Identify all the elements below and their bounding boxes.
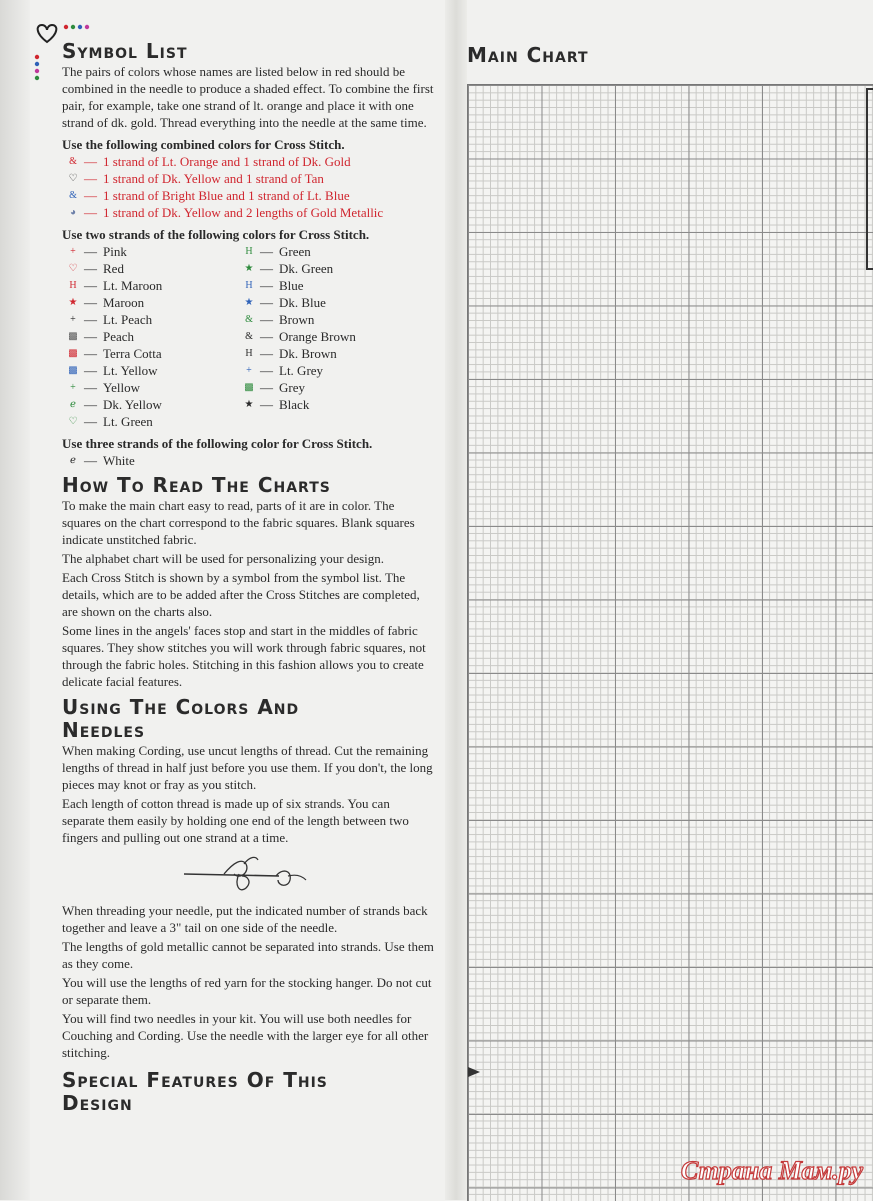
dash-separator: — bbox=[84, 312, 97, 327]
symbol-row bbox=[62, 328, 238, 345]
symbol-row bbox=[238, 345, 418, 362]
color-name: Blue bbox=[279, 278, 304, 293]
dash-separator: — bbox=[260, 380, 273, 395]
stitch-symbol-icon: ★ bbox=[244, 263, 254, 274]
instructions-column bbox=[62, 40, 434, 1115]
center-arrow-icon bbox=[468, 1067, 480, 1077]
symbol-row bbox=[62, 153, 434, 170]
dash-separator: — bbox=[260, 278, 273, 293]
dash-separator: — bbox=[260, 397, 273, 412]
chart-border-edge bbox=[866, 88, 873, 270]
symbol-row bbox=[238, 294, 418, 311]
dash-separator: — bbox=[260, 363, 273, 378]
color-name: Lt. Grey bbox=[279, 363, 324, 378]
color-name: 1 strand of Dk. Yellow and 1 strand of Tan bbox=[103, 171, 324, 186]
color-name: Yellow bbox=[103, 380, 140, 395]
body-paragraph: Each length of cotton thread is made up of six strands. You can separate them easily by holding one end of the length between two fingers and pulling out one strand at a time. bbox=[62, 796, 409, 845]
symbol-row bbox=[62, 294, 238, 311]
dash-separator: — bbox=[84, 278, 97, 293]
two-strands-columns bbox=[62, 243, 434, 430]
stitch-symbol-icon: ♡ bbox=[68, 263, 78, 274]
symbol-row bbox=[62, 170, 434, 187]
body-paragraph: When making Cording, use uncut lengths of thread. Cut the remaining lengths of thread in half just before you use them. If you don't, the long pieces may knot or fray as you stitch. bbox=[62, 743, 433, 792]
special-features-heading-line1: Special Features Of This bbox=[62, 1068, 328, 1092]
heart-icon bbox=[38, 25, 57, 42]
stitch-symbol-icon: ▩ bbox=[68, 331, 78, 342]
color-name: Lt. Peach bbox=[103, 312, 153, 327]
stitch-symbol-icon: H bbox=[69, 280, 77, 291]
stitch-symbol-icon: & bbox=[245, 314, 253, 325]
stitch-symbol-icon: ▩ bbox=[68, 365, 78, 376]
body-paragraph: When threading your needle, put the indicated number of strands back together and leave a 3" tail on one side of the needle. bbox=[62, 903, 428, 935]
stitch-symbol-icon: ★ bbox=[68, 297, 78, 308]
symbol-row bbox=[62, 345, 238, 362]
symbol-row bbox=[62, 243, 238, 260]
symbol-row bbox=[62, 379, 238, 396]
dash-separator: — bbox=[84, 295, 97, 310]
color-name: Grey bbox=[279, 380, 305, 395]
colors-needles-body-a bbox=[62, 742, 434, 846]
stitch-symbol-icon: H bbox=[245, 246, 253, 257]
color-name: White bbox=[103, 453, 135, 468]
symbol-row bbox=[238, 362, 418, 379]
dash-separator: — bbox=[260, 329, 273, 344]
color-name: Lt. Green bbox=[103, 414, 153, 429]
dash-separator: — bbox=[260, 346, 273, 361]
special-features-heading-line2: Design bbox=[62, 1091, 133, 1115]
symbol-list-intro: The pairs of colors whose names are listed below in red should be combined in the needle to produce a shaded effect. To combine the first pair, for example, take one strand of lt. orange and place it with one strand of dk. gold. Thread everything into the needle at the same time. bbox=[62, 64, 434, 130]
symbol-row bbox=[62, 311, 238, 328]
color-name: 1 strand of Bright Blue and 1 strand of Lt. Blue bbox=[103, 188, 350, 203]
stitch-symbol-icon: & bbox=[69, 156, 77, 167]
symbol-row bbox=[62, 204, 434, 221]
symbol-row bbox=[62, 452, 434, 469]
colors-needles-body-b bbox=[62, 902, 434, 1061]
dash-separator: — bbox=[260, 295, 273, 310]
color-name: Brown bbox=[279, 312, 315, 327]
dash-separator: — bbox=[260, 261, 273, 276]
color-name: Lt. Maroon bbox=[103, 278, 163, 293]
symbol-row bbox=[238, 311, 418, 328]
combined-colors-list bbox=[62, 153, 434, 221]
stitch-symbol-icon: + bbox=[70, 246, 76, 257]
read-charts-body bbox=[62, 497, 434, 690]
symbol-row bbox=[62, 396, 238, 413]
combined-colors-heading: Use the following combined colors for Cross Stitch. bbox=[62, 137, 345, 152]
symbol-row bbox=[238, 260, 418, 277]
dash-separator: — bbox=[84, 188, 97, 203]
stitch-symbol-icon: ♡ bbox=[68, 173, 78, 184]
symbol-row bbox=[238, 328, 418, 345]
stitch-symbol-icon: H bbox=[245, 280, 253, 291]
dash-separator: — bbox=[84, 154, 97, 169]
body-paragraph: The alphabet chart will be used for personalizing your design. bbox=[62, 551, 385, 566]
symbol-row bbox=[62, 277, 238, 294]
symbol-row bbox=[238, 243, 418, 260]
stitch-symbol-icon: ◕ bbox=[69, 207, 77, 218]
dash-separator: — bbox=[84, 329, 97, 344]
body-paragraph: You will use the lengths of red yarn for the stocking hanger. Do not cut or separate them. bbox=[62, 975, 432, 1007]
stitch-symbol-icon: ▩ bbox=[68, 348, 78, 359]
color-name: 1 strand of Dk. Yellow and 2 lengths of Gold Metallic bbox=[103, 205, 384, 220]
color-name: Red bbox=[103, 261, 124, 276]
color-name: Peach bbox=[103, 329, 135, 344]
center-fold-shadow bbox=[445, 0, 467, 1200]
three-strands-heading: Use three strands of the following color for Cross Stitch. bbox=[62, 436, 373, 451]
dash-separator: — bbox=[84, 244, 97, 259]
color-name: Dk. Brown bbox=[279, 346, 337, 361]
body-paragraph: Some lines in the angels' faces stop and start in the middles of fabric squares. They show stitches you will work through fabric squares, not through the fabric holes. Stitching in this fashion allows you to create delicate facial features. bbox=[62, 623, 426, 689]
symbol-row bbox=[62, 413, 238, 430]
colors-needles-heading-line1: Using The Colors And bbox=[62, 695, 300, 719]
color-name: Dk. Green bbox=[279, 261, 334, 276]
dash-separator: — bbox=[84, 380, 97, 395]
stitch-symbol-icon: H bbox=[245, 348, 253, 359]
stitch-symbol-icon: ♡ bbox=[68, 416, 78, 427]
color-name: Lt. Yellow bbox=[103, 363, 158, 378]
dash-separator: — bbox=[84, 171, 97, 186]
stitch-symbol-icon: ℯ bbox=[70, 455, 76, 466]
symbol-list-heading: Symbol List bbox=[62, 39, 188, 63]
dash-separator: — bbox=[84, 261, 97, 276]
two-strands-heading: Use two strands of the following colors for Cross Stitch. bbox=[62, 227, 370, 242]
symbol-row bbox=[238, 277, 418, 294]
dash-separator: — bbox=[84, 397, 97, 412]
stitch-symbol-icon: + bbox=[70, 314, 76, 325]
stitch-symbol-icon: + bbox=[246, 365, 252, 376]
dash-separator: — bbox=[84, 414, 97, 429]
watermark-text: Страна Мам.ру bbox=[680, 1156, 863, 1185]
stitch-symbol-icon: + bbox=[70, 382, 76, 393]
needle-illustration bbox=[184, 854, 314, 896]
stitch-symbol-icon: ★ bbox=[244, 399, 254, 410]
symbol-row bbox=[62, 187, 434, 204]
stitch-symbol-icon: & bbox=[69, 190, 77, 201]
color-name: Maroon bbox=[103, 295, 145, 310]
dash-separator: — bbox=[260, 312, 273, 327]
symbol-row bbox=[238, 379, 418, 396]
dash-separator: — bbox=[84, 453, 97, 468]
color-name: Pink bbox=[103, 244, 127, 259]
color-name: Orange Brown bbox=[279, 329, 356, 344]
color-name: 1 strand of Lt. Orange and 1 strand of Dk. Gold bbox=[103, 154, 351, 169]
color-name: Dk. Yellow bbox=[103, 397, 162, 412]
color-name: Green bbox=[279, 244, 311, 259]
symbol-row bbox=[62, 260, 238, 277]
body-paragraph: Each Cross Stitch is shown by a symbol from the symbol list. The details, which are to be added after the Cross Stitches are completed, are shown on the charts also. bbox=[62, 570, 420, 619]
page-fold-shadow bbox=[0, 0, 30, 1200]
main-chart-heading: Main Chart bbox=[467, 43, 589, 67]
read-charts-heading: How To Read The Charts bbox=[62, 473, 331, 497]
two-strands-right-list bbox=[238, 243, 418, 430]
symbol-row bbox=[238, 396, 418, 413]
main-chart-grid bbox=[467, 84, 873, 1201]
dash-separator: — bbox=[260, 244, 273, 259]
body-paragraph: The lengths of gold metallic cannot be separated into strands. Use them as they come. bbox=[62, 939, 434, 971]
stitch-symbol-icon: & bbox=[245, 331, 253, 342]
two-strands-left-list bbox=[62, 243, 238, 430]
dash-separator: — bbox=[84, 346, 97, 361]
color-name: Black bbox=[279, 397, 310, 412]
color-name: Dk. Blue bbox=[279, 295, 326, 310]
colors-needles-heading-line2: Needles bbox=[62, 718, 146, 742]
color-name: Terra Cotta bbox=[103, 346, 162, 361]
stitch-symbol-icon: ★ bbox=[244, 297, 254, 308]
three-strands-list bbox=[62, 452, 434, 469]
symbol-row bbox=[62, 362, 238, 379]
body-paragraph: You will find two needles in your kit. You will use both needles for Couching and Cording. Use the needle with the larger eye for all other stitching. bbox=[62, 1011, 429, 1060]
dash-separator: — bbox=[84, 363, 97, 378]
dash-separator: — bbox=[84, 205, 97, 220]
stitch-symbol-icon: ℯ bbox=[70, 399, 76, 410]
body-paragraph: To make the main chart easy to read, parts of it are in color. The squares on the chart correspond to the fabric squares. Blank squares indicate unstitched fabric. bbox=[62, 498, 415, 547]
stitch-symbol-icon: ▩ bbox=[244, 382, 254, 393]
